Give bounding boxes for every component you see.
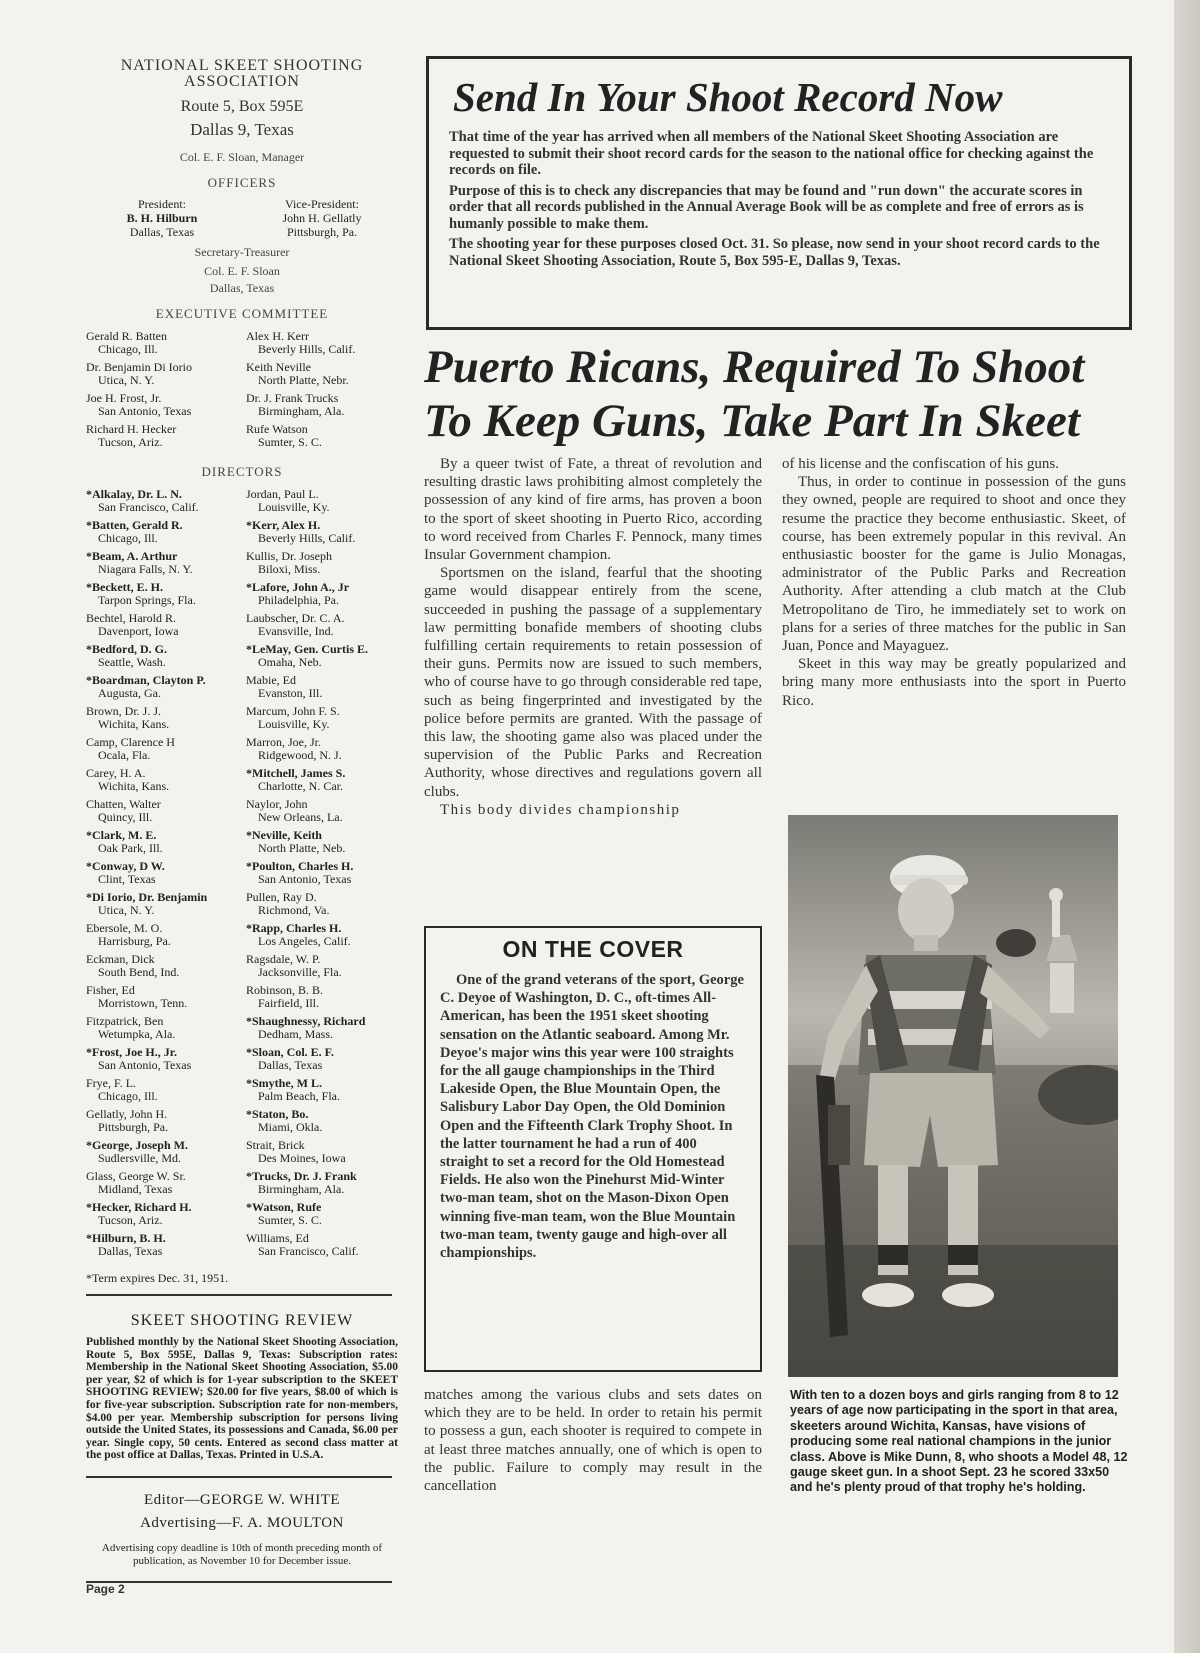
person-name: Carey, H. A. xyxy=(86,766,146,780)
person-entry xyxy=(246,984,398,1010)
person-name: *Hilburn, B. H. xyxy=(86,1231,166,1245)
association-name-line2: ASSOCIATION xyxy=(184,73,300,90)
person-location: North Platte, Nebr. xyxy=(258,373,349,387)
person-location: Chicago, Ill. xyxy=(98,531,158,545)
association-manager: Col. E. F. Sloan, Manager xyxy=(179,150,305,164)
person-name: Ragsdale, W. P. xyxy=(246,952,321,966)
person-location: Richmond, Va. xyxy=(258,903,330,917)
article-paragraph: Sportsmen on the island, fearful that the shooting game would disappear entirely from the scene, succeeded in pushing the passage of a supplementary law permitting bonafide members of shooting clubs fulfilling certain requirements to retain possession of their guns. Permits now are issued to such members, who of course have to go through considerable red tape, such as being fingerprinted and investigated by the police before permits are granted. With the passage of this law, the shooting game also was placed under the supervision of the Public Parks and Recreation Authority, whose directives and regulations govern all clubs. xyxy=(424,565,762,800)
person-name: Strait, Brick xyxy=(246,1138,305,1152)
article-paragraph: By a queer twist of Fate, a threat of revolution and resulting drastic laws prohibiting almost completely the possession of any kind of fire arms, has proven a boon to the sport of skeet shooting in Puerto Rico, according to word received from Charles F. Pennock, many times Insular Government champion. xyxy=(424,456,762,564)
executive-committee-right xyxy=(246,330,398,454)
person-entry xyxy=(246,891,398,917)
person-entry xyxy=(246,1201,398,1227)
officer-title: Vice-President: xyxy=(285,197,359,211)
person-entry xyxy=(246,612,398,638)
officer-president xyxy=(86,197,238,239)
person-location: Omaha, Neb. xyxy=(258,655,322,669)
person-entry xyxy=(86,488,238,514)
executive-committee-left xyxy=(86,330,238,454)
person-name: Kullis, Dr. Joseph xyxy=(246,549,333,563)
person-entry xyxy=(246,736,398,762)
person-location: Dallas, Texas xyxy=(98,1244,163,1258)
person-entry xyxy=(86,643,238,669)
send-in-paragraph: The shooting year for these purposes closed Oct. 31. So please, now send in your shoot record cards to the National Skeet Shooting Association, Route 5, Box 595-E, Dallas 9, Texas. xyxy=(449,236,1100,269)
person-name: Fisher, Ed xyxy=(86,983,135,997)
person-location: Wichita, Kans. xyxy=(98,717,170,731)
headline-line2: To Keep Guns, Take Part In Skeet xyxy=(424,395,1080,447)
person-name: Jordan, Paul L. xyxy=(246,487,319,501)
person-name: *Batten, Gerald R. xyxy=(86,518,183,532)
person-name: Gerald R. Batten xyxy=(86,329,167,343)
person-entry xyxy=(246,423,398,449)
divider xyxy=(86,1476,392,1478)
person-name: *Clark, M. E. xyxy=(86,828,157,842)
person-location: South Bend, Ind. xyxy=(98,965,180,979)
person-entry xyxy=(246,1139,398,1165)
person-location: Sumter, S. C. xyxy=(258,435,322,449)
send-in-paragraph: That time of the year has arrived when all members of the National Skeet Shooting Association are requested to submit their shoot record cards for the season to the national office for checking against the records on file. xyxy=(449,129,1094,178)
person-location: Ridgewood, N. J. xyxy=(258,748,342,762)
person-name: Brown, Dr. J. J. xyxy=(86,704,162,718)
person-entry xyxy=(246,829,398,855)
article-paragraph: of his license and the confiscation of his guns. xyxy=(782,456,1060,472)
person-name: Marron, Joe, Jr. xyxy=(246,735,321,749)
person-entry xyxy=(86,705,238,731)
person-name: Glass, George W. Sr. xyxy=(86,1169,186,1183)
person-entry xyxy=(86,1201,238,1227)
person-entry xyxy=(246,1077,398,1103)
person-entry xyxy=(246,1232,398,1258)
person-name: *Hecker, Richard H. xyxy=(86,1200,192,1214)
person-name: Naylor, John xyxy=(246,797,308,811)
officer-name: B. H. Hilburn xyxy=(126,211,198,225)
person-entry xyxy=(86,953,238,979)
person-location: Clint, Texas xyxy=(98,872,156,886)
person-name: *Sloan, Col. E. F. xyxy=(246,1045,334,1059)
officer-name: John H. Gellatly xyxy=(282,211,362,225)
person-name: Bechtel, Harold R. xyxy=(86,611,176,625)
person-name: *Kerr, Alex H. xyxy=(246,518,321,532)
person-name: *Poulton, Charles H. xyxy=(246,859,354,873)
person-name: *Smythe, M L. xyxy=(246,1076,322,1090)
person-location: Niagara Falls, N. Y. xyxy=(98,562,193,576)
directors-grid xyxy=(86,488,398,1263)
person-entry xyxy=(86,1077,238,1103)
person-name: Marcum, John F. S. xyxy=(246,704,340,718)
officers-heading: OFFICERS xyxy=(207,175,277,190)
person-entry xyxy=(246,392,398,418)
person-name: Alex H. Kerr xyxy=(246,329,309,343)
on-the-cover-box xyxy=(424,926,762,1372)
review-subscription-text: Published monthly by the National Skeet Shooting Association, Route 5, Box 595E, Dallas 9, Texas: Subscription rates: Membership in the National Skeet Shooting Association, $5.00 per year, $2 of which is for 1-year subscription to the SKEET SHOOTING REVIEW; $20.00 for five years, $8.00 of which is for five-year subscription. Subscription rate for non-members, $4.00 per year. Membership subscription for persons living outside the United States, its possessions and Canada, $6.00 per year. Single copy, 50 cents. Entered as second class matter at the post office at Dallas, Texas. Printed in U.S.A. xyxy=(86,1336,398,1462)
person-location: Quincy, Ill. xyxy=(98,810,153,824)
person-location: Tucson, Ariz. xyxy=(98,1213,163,1227)
person-name: Frye, F. L. xyxy=(86,1076,137,1090)
person-name: Richard H. Hecker xyxy=(86,422,177,436)
person-entry xyxy=(246,1015,398,1041)
person-location: Pittsburgh, Pa. xyxy=(98,1120,169,1134)
article-paragraph: Thus, in order to continue in possession of the guns they owned, people are required to shoot and once they resume the practice they become enthusiastic. Skeet, of course, has been extremely popular in this revival. An enthusiastic booster for the game is Julio Monagas, administrator of the Public Parks and Recreation Authority. After attending a club match at the Club Metropolitano de Tiro, he immediately set to work on plans for a series of three matches for the public in San Juan, Ponce and Mayaguez. xyxy=(782,474,1126,655)
secretary-treasurer-title: Secretary-Treasurer xyxy=(194,245,290,259)
person-name: *Staton, Bo. xyxy=(246,1107,309,1121)
person-entry xyxy=(86,612,238,638)
person-entry xyxy=(246,361,398,387)
person-entry xyxy=(86,1139,238,1165)
executive-committee-heading: EXECUTIVE COMMITTEE xyxy=(155,306,329,321)
officer-location: Dallas, Texas xyxy=(129,225,195,239)
person-location: Beverly Hills, Calif. xyxy=(258,531,356,545)
person-name: Ebersole, M. O. xyxy=(86,921,163,935)
person-entry xyxy=(246,330,398,356)
secretary-treasurer-name: Col. E. F. Sloan xyxy=(204,264,280,278)
person-entry xyxy=(246,922,398,948)
person-location: Davenport, Iowa xyxy=(98,624,179,638)
officers-grid xyxy=(86,191,398,239)
person-entry xyxy=(246,1170,398,1196)
person-name: Camp, Clarence H xyxy=(86,735,175,749)
person-location: San Antonio, Texas xyxy=(98,404,192,418)
person-location: San Francisco, Calif. xyxy=(258,1244,359,1258)
person-entry xyxy=(246,674,398,700)
person-name: Dr. J. Frank Trucks xyxy=(246,391,339,405)
page-number: Page 2 xyxy=(86,1582,125,1596)
secretary-treasurer-location: Dallas, Texas xyxy=(209,281,275,295)
executive-committee-grid xyxy=(86,330,398,454)
person-name: Mabie, Ed xyxy=(246,673,296,687)
person-location: Augusta, Ga. xyxy=(98,686,161,700)
person-entry xyxy=(86,767,238,793)
person-location: Harrisburg, Pa. xyxy=(98,934,171,948)
masthead-column xyxy=(86,58,398,1583)
article-paragraph: matches among the various clubs and sets dates on which they are to be held. In order to retain his permit to possess a gun, each shooter is required to compete in at least three matches annually, one of which is open to the public. Failure to comply may result in the cancellation xyxy=(424,1387,762,1495)
person-location: Tucson, Ariz. xyxy=(98,435,163,449)
person-location: Utica, N. Y. xyxy=(98,903,155,917)
person-location: San Antonio, Texas xyxy=(258,872,352,886)
person-entry xyxy=(246,860,398,886)
person-name: Joe H. Frost, Jr. xyxy=(86,391,162,405)
person-location: Evansville, Ind. xyxy=(258,624,334,638)
boy-with-trophy-photo xyxy=(788,815,1118,1377)
person-name: *George, Joseph M. xyxy=(86,1138,188,1152)
officer-title: President: xyxy=(138,197,186,211)
person-entry xyxy=(246,643,398,669)
person-name: *Di Iorio, Dr. Benjamin xyxy=(86,890,208,904)
article-column-1-continued xyxy=(424,1386,762,1495)
person-entry xyxy=(246,1046,398,1072)
person-name: *Rapp, Charles H. xyxy=(246,921,342,935)
person-entry xyxy=(86,860,238,886)
person-location: Dedham, Mass. xyxy=(258,1027,333,1041)
person-location: Louisville, Ky. xyxy=(258,500,330,514)
photo-illustration xyxy=(788,815,1118,1377)
advertising-deadline: Advertising copy deadline is 10th of month preceding month of publication, as November 10 for December issue. xyxy=(101,1541,383,1567)
adjacent-page-edge xyxy=(1174,0,1200,1653)
officer-location: Pittsburgh, Pa. xyxy=(286,225,358,239)
person-name: *Frost, Joe H., Jr. xyxy=(86,1045,177,1059)
person-entry xyxy=(246,519,398,545)
person-name: Pullen, Ray D. xyxy=(246,890,317,904)
person-location: Fairfield, Ill. xyxy=(258,996,319,1010)
cover-title: ON THE COVER xyxy=(502,936,684,962)
person-entry xyxy=(86,1170,238,1196)
person-entry xyxy=(246,488,398,514)
person-location: Evanston, Ill. xyxy=(258,686,323,700)
person-name: Fitzpatrick, Ben xyxy=(86,1014,164,1028)
person-name: Williams, Ed xyxy=(246,1231,309,1245)
person-location: San Antonio, Texas xyxy=(98,1058,192,1072)
officer-vice-president xyxy=(246,197,398,239)
person-entry xyxy=(86,829,238,855)
person-location: New Orleans, La. xyxy=(258,810,343,824)
article-paragraph: Skeet in this way may be greatly popularized and bring many more enthusiasts into the sport in Puerto Rico. xyxy=(782,656,1126,709)
association-address-line1: Route 5, Box 595E xyxy=(180,98,304,115)
person-entry xyxy=(86,1108,238,1134)
person-location: Birmingham, Ala. xyxy=(258,404,345,418)
person-location: Beverly Hills, Calif. xyxy=(258,342,356,356)
person-location: Miami, Okla. xyxy=(258,1120,323,1134)
person-entry xyxy=(86,798,238,824)
person-entry xyxy=(246,705,398,731)
person-entry xyxy=(86,984,238,1010)
person-location: Sudlersville, Md. xyxy=(98,1151,181,1165)
person-name: *Mitchell, James S. xyxy=(246,766,346,780)
person-entry xyxy=(246,550,398,576)
person-entry xyxy=(86,891,238,917)
person-entry xyxy=(86,922,238,948)
person-entry xyxy=(246,581,398,607)
person-location: Jacksonville, Fla. xyxy=(258,965,342,979)
directors-right xyxy=(246,488,398,1263)
person-name: Robinson, B. B. xyxy=(246,983,324,997)
person-name: *Neville, Keith xyxy=(246,828,322,842)
person-entry xyxy=(246,767,398,793)
person-entry xyxy=(86,392,238,418)
person-entry xyxy=(246,1108,398,1134)
person-name: *Lafore, John A., Jr xyxy=(246,580,350,594)
person-location: Wetumpka, Ala. xyxy=(98,1027,176,1041)
person-location: Biloxi, Miss. xyxy=(258,562,321,576)
cover-text: One of the grand veterans of the sport, George C. Deyoe of Washington, D. C., oft-times All-American, has been the 1951 skeet shooting sensation on the Atlantic seaboard. Among Mr. Deyoe's major wins this year were 100 straights for the all gauge championships in the Third Lakeside Open, the Blue Mountain Open, the Salisbury Labor Day Open, the Old Dominion Open and the Fifteenth Clark Trophy Shoot. In the latter tournament he had a run of 400 straight to set a record for the Old Homestead Fields. He also won the Pinehurst Mid-Winter two-man team, shot on the Mason-Dixon Open winning five-man team, won the Blue Mountain two-man team, twenty gauge and high-over all championships. xyxy=(440,972,744,1262)
association-name-line1: NATIONAL SKEET SHOOTING xyxy=(120,57,364,74)
person-name: *Watson, Rufe xyxy=(246,1200,322,1214)
term-note: *Term expires Dec. 31, 1951. xyxy=(86,1271,392,1296)
person-location: Los Angeles, Calif. xyxy=(258,934,351,948)
person-name: Keith Neville xyxy=(246,360,311,374)
person-entry xyxy=(86,1015,238,1041)
directors-left xyxy=(86,488,238,1263)
person-entry xyxy=(86,1232,238,1258)
person-location: San Francisco, Calif. xyxy=(98,500,199,514)
send-in-title: Send In Your Shoot Record Now xyxy=(453,74,1003,120)
person-name: Rufe Watson xyxy=(246,422,308,436)
person-name: *Bedford, D. G. xyxy=(86,642,167,656)
person-location: Charlotte, N. Car. xyxy=(258,779,343,793)
person-entry xyxy=(86,519,238,545)
person-name: Chatten, Walter xyxy=(86,797,161,811)
person-location: Chicago, Ill. xyxy=(98,342,158,356)
person-name: *Beckett, E. H. xyxy=(86,580,163,594)
editor-credit: Editor—GEORGE W. WHITE xyxy=(143,1491,341,1508)
person-entry xyxy=(86,330,238,356)
person-name: Eckman, Dick xyxy=(86,952,155,966)
person-location: Morristown, Tenn. xyxy=(98,996,188,1010)
person-location: Utica, N. Y. xyxy=(98,373,155,387)
headline-line1: Puerto Ricans, Required To Shoot xyxy=(424,341,1085,393)
article-paragraph: This body divides championship xyxy=(440,801,681,818)
send-in-paragraph: Purpose of this is to check any discrepancies that may be found and "run down" the accurate scores in order that all records published in the Annual Average Book will be as complete and free of errors as is humanly possible to make them. xyxy=(449,182,1084,232)
person-name: Laubscher, Dr. C. A. xyxy=(246,611,345,625)
person-location: Des Moines, Iowa xyxy=(258,1151,346,1165)
person-location: Philadelphia, Pa. xyxy=(258,593,339,607)
person-location: Chicago, Ill. xyxy=(98,1089,158,1103)
article-column-1 xyxy=(424,455,762,819)
person-name: *Alkalay, Dr. L. N. xyxy=(86,487,182,501)
person-location: Ocala, Fla. xyxy=(98,748,151,762)
photo-caption: With ten to a dozen boys and girls ranging from 8 to 12 years of age now participating in the sport in that area, skeeters around Wichita, Kansas, have visions of producing some real national champions in the junior class. Above is Mike Dunn, 8, who shoots a Model 48, 12 gauge skeet gun. In a shoot Sept. 23 he scored 33x50 and he's plenty proud of that trophy he's holding. xyxy=(790,1388,1128,1495)
person-name: Dr. Benjamin Di Iorio xyxy=(86,360,192,374)
person-name: *Trucks, Dr. J. Frank xyxy=(246,1169,357,1183)
association-name xyxy=(86,58,398,90)
person-location: Tarpon Springs, Fla. xyxy=(98,593,196,607)
person-name: *Conway, D W. xyxy=(86,859,165,873)
person-location: Sumter, S. C. xyxy=(258,1213,322,1227)
person-name: *LeMay, Gen. Curtis E. xyxy=(246,642,368,656)
person-location: Louisville, Ky. xyxy=(258,717,330,731)
article-column-2 xyxy=(782,455,1126,710)
article-headline xyxy=(424,340,1140,448)
person-location: Oak Park, Ill. xyxy=(98,841,163,855)
person-location: Seattle, Wash. xyxy=(98,655,166,669)
person-entry xyxy=(86,550,238,576)
person-name: *Beam, A. Arthur xyxy=(86,549,178,563)
person-entry xyxy=(86,423,238,449)
person-entry xyxy=(86,581,238,607)
person-location: Palm Beach, Fla. xyxy=(258,1089,340,1103)
person-name: *Shaughnessy, Richard xyxy=(246,1014,366,1028)
person-location: Midland, Texas xyxy=(98,1182,173,1196)
review-title: SKEET SHOOTING REVIEW xyxy=(130,1312,354,1329)
person-entry xyxy=(86,361,238,387)
divider xyxy=(86,1581,392,1583)
person-entry xyxy=(246,953,398,979)
person-location: Birmingham, Ala. xyxy=(258,1182,345,1196)
person-entry xyxy=(246,798,398,824)
person-location: North Platte, Neb. xyxy=(258,841,346,855)
person-entry xyxy=(86,1046,238,1072)
person-entry xyxy=(86,736,238,762)
association-address-line2: Dallas 9, Texas xyxy=(190,120,294,139)
advertising-credit: Advertising—F. A. MOULTON xyxy=(140,1514,344,1531)
person-name: *Boardman, Clayton P. xyxy=(86,673,206,687)
person-name: Gellatly, John H. xyxy=(86,1107,168,1121)
person-location: Wichita, Kans. xyxy=(98,779,170,793)
person-location: Dallas, Texas xyxy=(258,1058,323,1072)
directors-heading: DIRECTORS xyxy=(201,464,283,479)
person-entry xyxy=(86,674,238,700)
send-in-notice-box xyxy=(426,56,1132,330)
